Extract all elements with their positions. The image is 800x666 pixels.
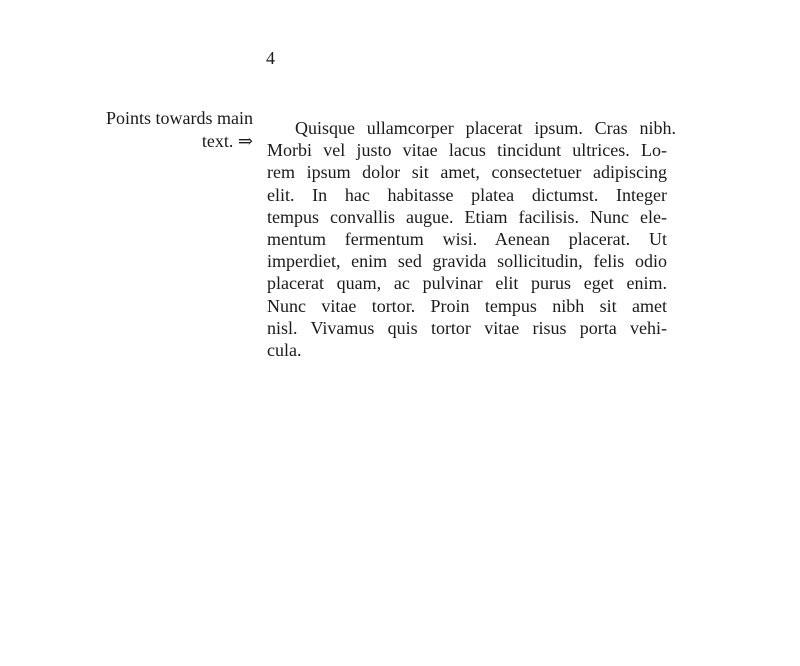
paragraph-line: elit. In hac habitasse platea dictumst. Integer [267,184,667,205]
paragraph-line: cula. [267,340,302,361]
body-paragraph [267,117,676,361]
paragraph-line: placerat quam, ac pulvinar elit purus eget enim. [267,273,667,294]
margin-note-line: Points towards main [106,108,253,128]
paragraph-line: Quisque ullamcorper placerat ipsum. Cras nibh. [295,118,676,138]
margin-note [60,107,253,153]
paragraph-line: imperdiet, enim sed gravida sollicitudin, felis odio [267,251,667,272]
paragraph-line: rem ipsum dolor sit amet, consectetuer adipiscing [267,162,667,183]
paragraph-line: mentum fermentum wisi. Aenean placerat. Ut [267,229,667,250]
margin-note-line: text. ⇒ [201,131,253,151]
paragraph-line: Nunc vitae tortor. Proin tempus nibh sit amet [267,295,667,316]
paragraph-line: tempus convallis augue. Etiam facilisis. Nunc ele- [267,206,667,227]
paragraph-line: nisl. Vivamus quis tortor vitae risus porta vehi- [267,317,667,338]
paragraph-line: Morbi vel justo vitae lacus tincidunt ultrices. Lo- [267,140,667,161]
page-number: 4 [266,48,275,68]
